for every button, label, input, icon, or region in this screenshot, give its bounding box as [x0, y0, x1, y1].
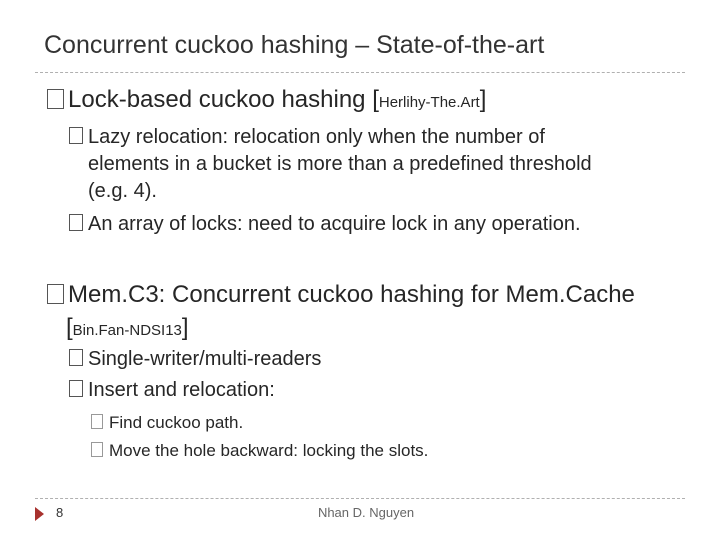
- bullet-lock-based: [47, 86, 486, 114]
- sub-bullet-lazy-relocation: [69, 126, 545, 149]
- sub-bullet-array-of-locks: [69, 213, 581, 236]
- square-bullet-icon: [47, 284, 64, 304]
- sub-sub-bullet-move-hole: [91, 441, 428, 461]
- bullet-text: Single-writer/multi-readers: [88, 348, 322, 370]
- square-bullet-icon: [69, 214, 83, 231]
- page-number: 8: [56, 505, 64, 520]
- bullet-text: An array of locks: need to acquire lock in any operation.: [88, 213, 581, 235]
- slide-title: Concurrent cuckoo hashing – State-of-the-art: [44, 31, 545, 59]
- citation-open-bracket: [: [372, 86, 379, 113]
- square-bullet-icon: [69, 349, 83, 366]
- footer-author: Nhan D. Nguyen: [317, 505, 415, 520]
- sub-bullet-insert-relocation: [69, 379, 275, 402]
- bullet-text: Lock-based cuckoo hashing: [68, 86, 373, 113]
- square-bullet-icon: [47, 89, 64, 109]
- sub-sub-bullet-find-path: [91, 413, 243, 433]
- bullet-text: Lazy relocation: relocation only when the number of: [88, 126, 545, 148]
- footer-divider: [35, 498, 685, 499]
- bullet-text: Insert and relocation:: [88, 379, 275, 401]
- citation-close-bracket: ]: [181, 314, 189, 341]
- square-bullet-icon: [91, 414, 103, 429]
- citation-close-bracket: ]: [479, 86, 487, 113]
- citation-open-bracket: [: [66, 314, 73, 341]
- square-bullet-icon: [69, 380, 83, 397]
- citation: Bin.Fan-NDSI13: [72, 322, 182, 339]
- bullet-text: Find cuckoo path.: [109, 413, 244, 432]
- bullet-memc3-citation: [66, 314, 189, 342]
- square-bullet-icon: [91, 442, 103, 457]
- bullet-memc3: [47, 281, 635, 309]
- square-bullet-icon: [69, 127, 83, 144]
- bullet-text: Move the hole backward: locking the slots.: [109, 441, 429, 460]
- title-divider: [35, 72, 685, 73]
- bullet-text: Mem.C3: Concurrent cuckoo hashing for Mem.Cache: [68, 281, 635, 308]
- sub-bullet-single-writer: [69, 348, 321, 371]
- bullet-text: elements in a bucket is more than a predefined threshold: [88, 153, 592, 175]
- sub-bullet-continuation: [88, 180, 157, 203]
- bullet-text: (e.g. 4).: [88, 180, 157, 202]
- citation: Herlihy-The.Art: [378, 94, 480, 111]
- sub-bullet-continuation: [88, 153, 592, 176]
